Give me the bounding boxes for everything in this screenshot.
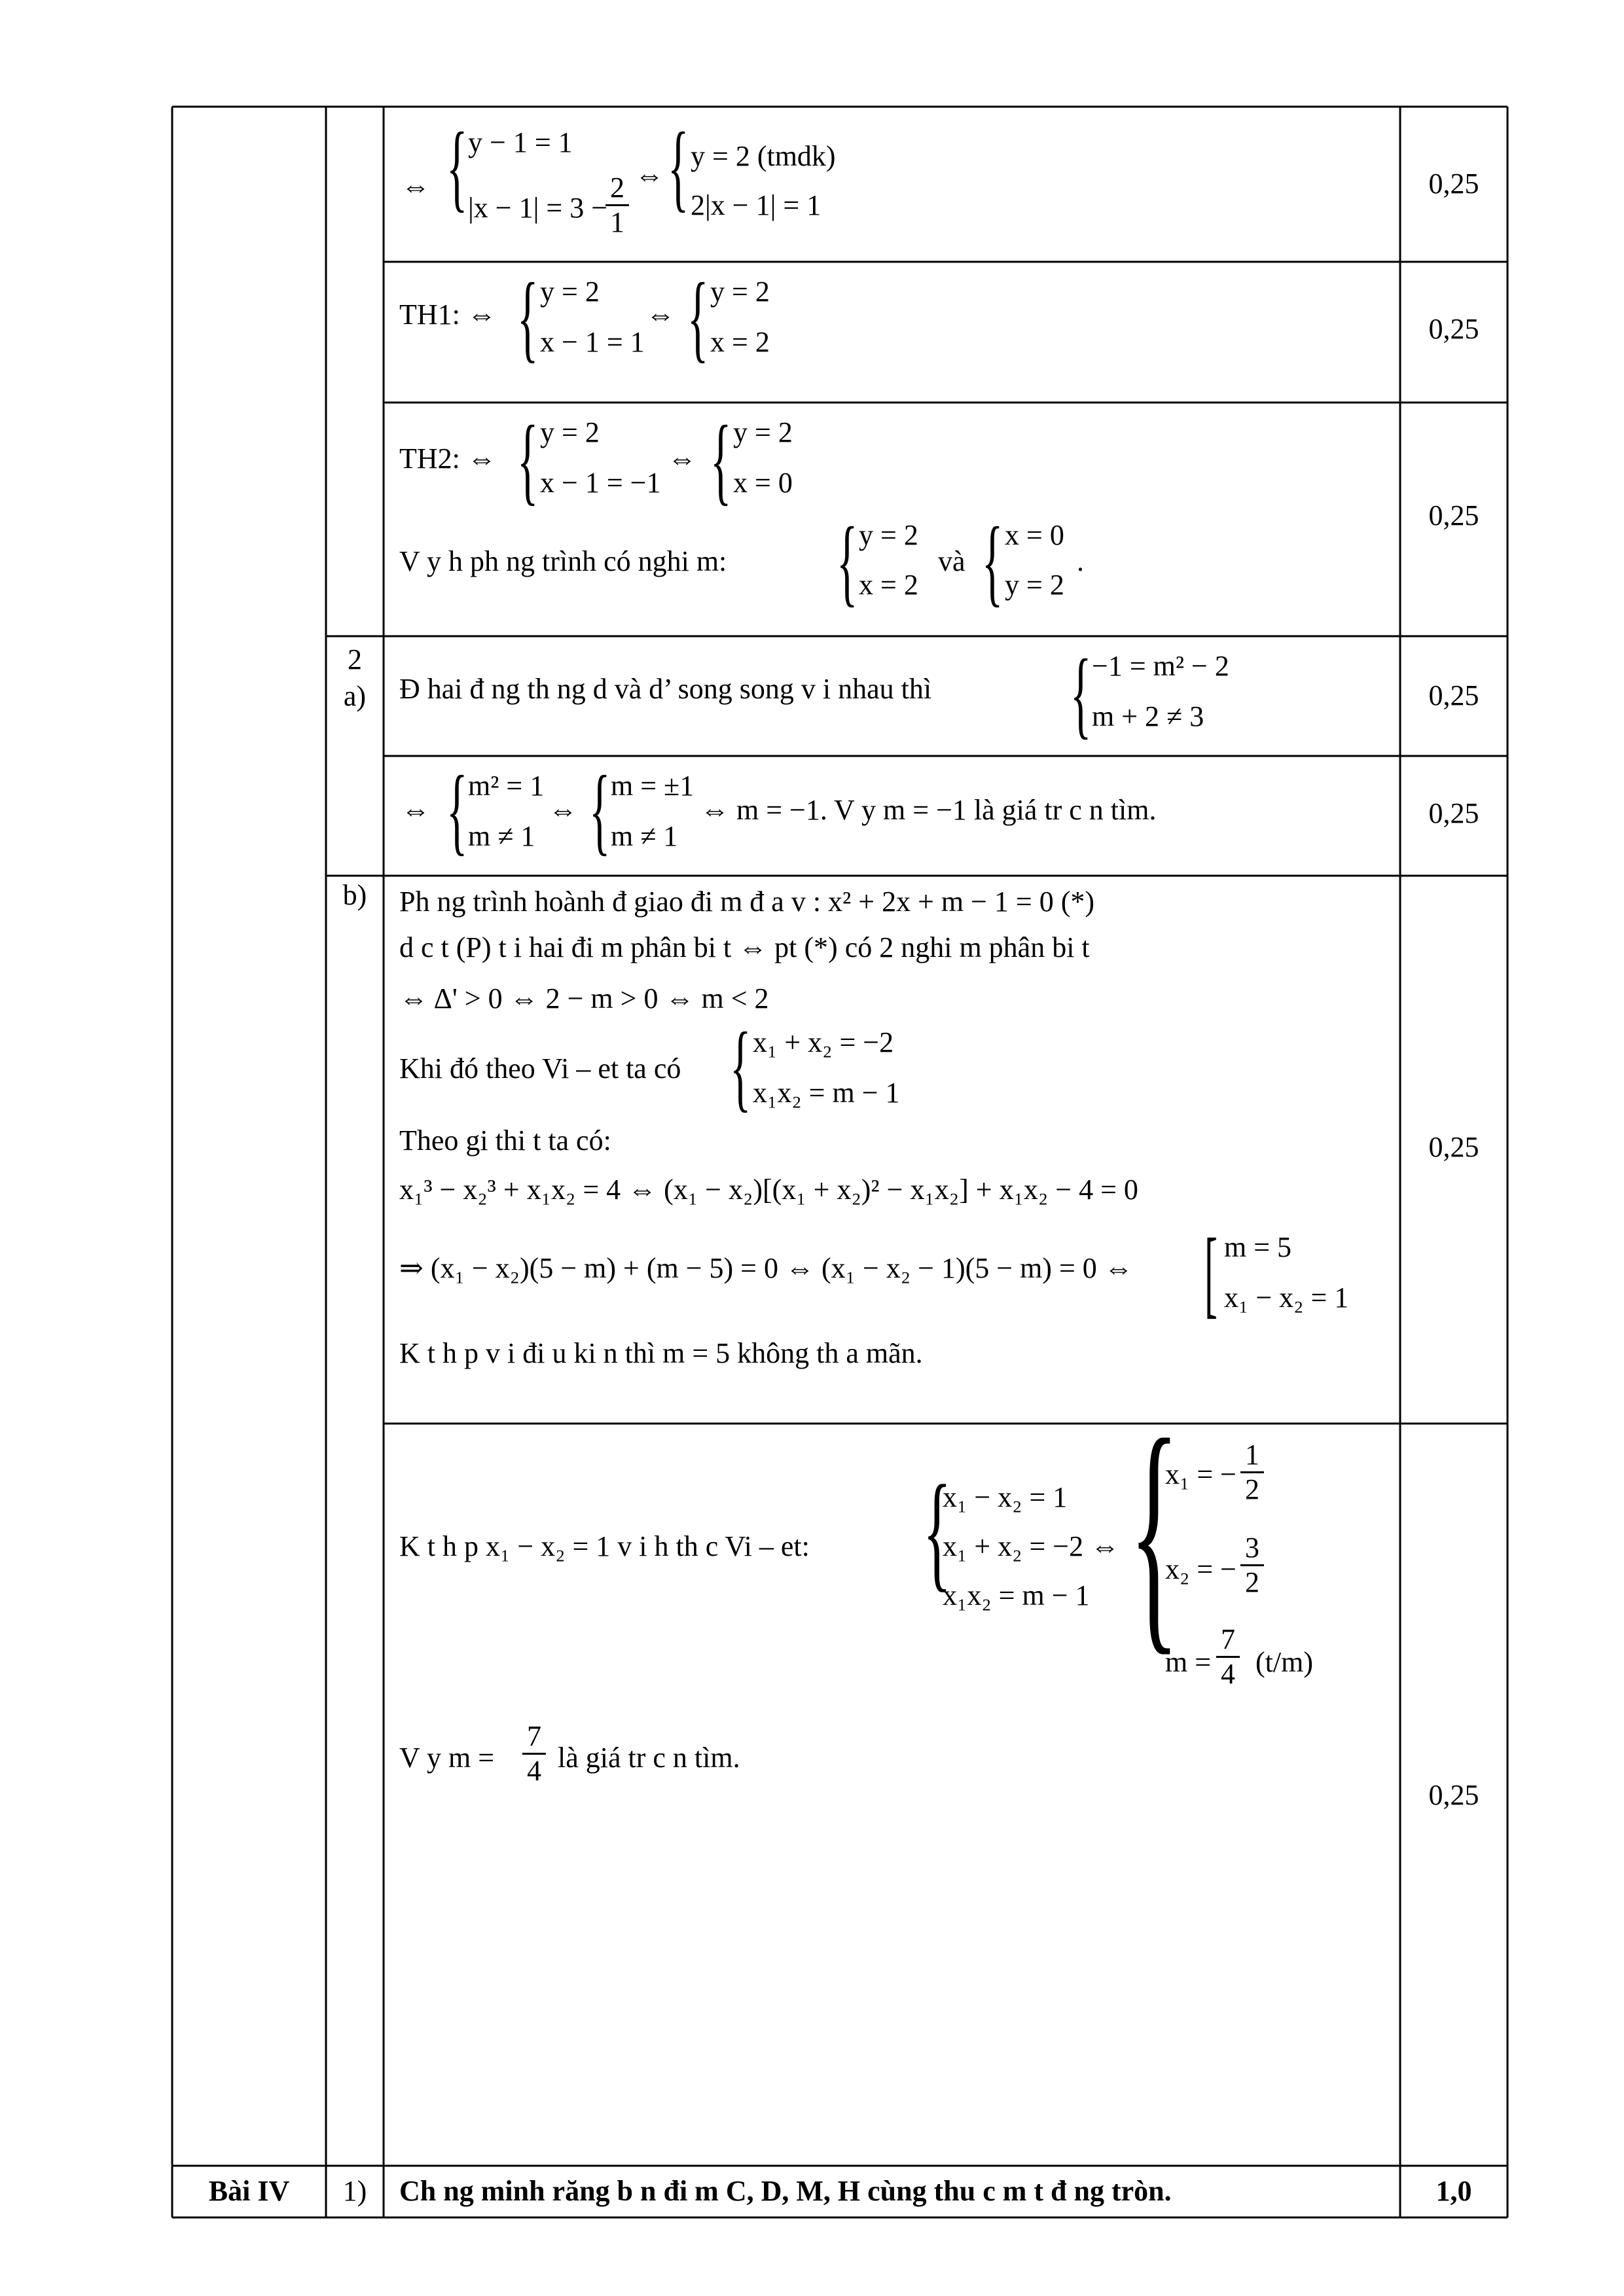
r7-res-c-post: (t/m)	[1255, 1646, 1313, 1678]
r1-score: 0,25	[1428, 168, 1479, 200]
r5-post: ⇔ m = −1. V y m = −1 là giá tr c n tìm.	[700, 794, 1157, 826]
r5-brace-2: {	[589, 756, 611, 865]
r2-sys2-a: y = 2	[710, 276, 770, 308]
r1-frac-num: 2	[610, 171, 624, 204]
r1-brace-2: {	[668, 113, 689, 221]
r7-res-a-den: 2	[1240, 1471, 1264, 1506]
r4-sys-a: −1 = m² − 2	[1092, 650, 1229, 682]
r3-sys1-b: x − 1 = −1	[540, 467, 661, 499]
r3-concl-and: và	[938, 545, 965, 577]
r1-sys2-a: y = 2 (tmdk)	[691, 140, 836, 172]
r6-brace: {	[730, 1013, 751, 1121]
r4-sys-b: m + 2 ≠ 3	[1092, 700, 1204, 732]
r3-brace-2: {	[710, 406, 732, 514]
r7-res-b-den: 2	[1240, 1564, 1264, 1599]
r3-brace-1: {	[517, 406, 539, 514]
r7-res-c-den: 4	[1216, 1656, 1240, 1691]
r2-sys1-a: y = 2	[540, 276, 600, 308]
r7-brace-2: {	[1129, 1386, 1180, 1676]
r4-sub: 2 a)	[343, 643, 367, 712]
r8-section-label: Bài IV	[208, 2175, 290, 2207]
r2-pre: TH1: ⇔	[399, 298, 496, 331]
r1-brace-1: {	[446, 113, 468, 221]
r1-fraction	[605, 171, 629, 239]
r6-line-8: K t h p v i đi u ki n thì m = 5 không th a mãn.	[399, 1337, 923, 1369]
r7-res-b-frac	[1240, 1532, 1264, 1599]
r2-brace-2: {	[687, 263, 709, 372]
r3-concl-end: .	[1077, 545, 1084, 577]
r6-line-7-a: m = 5	[1224, 1231, 1292, 1263]
r4-text: Đ hai đ ng th ng d và d’ song song v i nhau thì	[399, 673, 932, 705]
r3-mid: ⇔	[668, 442, 696, 475]
r3-score: 0,25	[1428, 499, 1479, 531]
r4-score: 0,25	[1428, 679, 1479, 711]
r8-score: 1,0	[1435, 2175, 1472, 2207]
r1-sys1-a: y − 1 = 1	[468, 126, 573, 158]
r7-line-1-label: K t h p x₁ − x₂ = 1 v i h th c Vi – et:	[399, 1530, 810, 1562]
r6-line-7: ⇒ (x₁ − x₂)(5 − m) + (m − 5) = 0 ⇔ (x₁ − x₂ − 1)(5 − m) = 0 ⇔	[399, 1252, 1133, 1284]
r2-mid: ⇔	[646, 298, 675, 331]
r3-sys1-a: y = 2	[540, 416, 600, 448]
r1-pre: ⇔	[401, 170, 430, 202]
r6-line-4-b: x₁x₂ = m − 1	[753, 1077, 900, 1109]
r5-sys2-b: m ≠ 1	[611, 820, 678, 852]
r7-brace-1: {	[923, 1459, 952, 1604]
r6-line-7-b: x₁ − x₂ = 1	[1224, 1282, 1349, 1314]
r7-score: 0,25	[1428, 1779, 1479, 1811]
r6-sub: b)	[342, 879, 367, 911]
r1-mid: ⇔	[635, 159, 664, 191]
r7-res-b-num: 3	[1245, 1532, 1259, 1564]
r2-sys1-b: x − 1 = 1	[540, 326, 645, 358]
r5-brace-1: {	[446, 756, 468, 865]
r6-line-3: ⇔ Δ' > 0 ⇔ 2 − m > 0 ⇔ m < 2	[399, 982, 769, 1014]
r3-brace-4: {	[982, 507, 1003, 616]
r6-line-2: d c t (P) t i hai đi m phân bi t ⇔ pt (*) có 2 nghi m phân bi t	[399, 931, 1090, 963]
r7-res-c-frac	[1216, 1623, 1240, 1691]
r5-sys2-a: m = ±1	[611, 770, 695, 802]
r7-res-a-pre: x₁ = −	[1165, 1458, 1236, 1490]
r8-sub: 1)	[342, 2175, 367, 2207]
r7-res-a-num: 1	[1245, 1439, 1259, 1471]
r1-sys1-b: |x − 1| = 3 −	[468, 192, 608, 224]
r7-line-2-num: 7	[527, 1720, 541, 1752]
r2-sys2-b: x = 2	[710, 326, 770, 358]
r5-sys1-a: m² = 1	[468, 770, 545, 802]
r3-concl-s1a: y = 2	[859, 519, 918, 551]
r6-line-1: Ph ng trình hoành đ giao đi m đ a v : x² + 2x + m − 1 = 0 (*)	[399, 886, 1095, 918]
r1-sys2-b: 2|x − 1| = 1	[691, 189, 821, 221]
r3-brace-3: {	[837, 507, 858, 616]
r7-sys-b: x₁ + x₂ = −2 ⇔	[943, 1530, 1120, 1562]
r5-sys1-b: m ≠ 1	[468, 820, 535, 852]
r6-line-4-label: Khi đó theo Vi – et ta có	[399, 1052, 681, 1085]
r7-line-2-den: 4	[522, 1753, 546, 1787]
r7-line-2-post: là giá tr c n tìm.	[558, 1742, 740, 1774]
r3-concl-s1b: x = 2	[859, 569, 918, 601]
r6-line-5: Theo gi thi t ta có:	[399, 1124, 611, 1157]
r7-line-2-pre: V y m =	[399, 1742, 495, 1774]
r6-score: 0,25	[1428, 1131, 1479, 1163]
r1-frac-den: 1	[605, 204, 629, 239]
r7-res-c-num: 7	[1221, 1623, 1235, 1655]
r7-res-c-pre: m =	[1165, 1646, 1212, 1678]
r3-conclusion-label: V y h ph ng trình có nghi m:	[399, 545, 727, 577]
r7-res-a-frac	[1240, 1439, 1264, 1506]
r3-sys2-b: x = 0	[733, 467, 793, 499]
r3-pre: TH2: ⇔	[399, 442, 496, 475]
r6-bracket: [	[1204, 1219, 1218, 1327]
r5-score: 0,25	[1428, 797, 1479, 829]
r2-score: 0,25	[1428, 313, 1479, 345]
r3-sys2-a: y = 2	[733, 416, 793, 448]
r8-heading: Ch ng minh răng b n đi m C, D, M, H cùng thu c m t đ ng tròn.	[399, 2175, 1172, 2207]
r7-sys-c: x₁x₂ = m − 1	[943, 1579, 1090, 1611]
r5-mid: ⇔	[549, 794, 577, 826]
r2-brace-1: {	[517, 263, 539, 372]
r5-pre: ⇔	[401, 794, 430, 826]
r6-line-6: x₁³ − x₂³ + x₁x₂ = 4 ⇔ (x₁ − x₂)[(x₁ + x₂)² − x₁x₂] + x₁x₂ − 4 = 0	[399, 1174, 1138, 1206]
r3-concl-s2a: x = 0	[1005, 519, 1064, 551]
r7-sys-a: x₁ − x₂ = 1	[943, 1481, 1068, 1513]
r7-line-2-frac	[522, 1720, 546, 1787]
r6-line-4-a: x₁ + x₂ = −2	[753, 1026, 894, 1058]
r3-concl-s2b: y = 2	[1005, 569, 1064, 601]
r7-res-b-pre: x₂ = −	[1165, 1553, 1236, 1585]
r4-brace: {	[1070, 639, 1092, 748]
